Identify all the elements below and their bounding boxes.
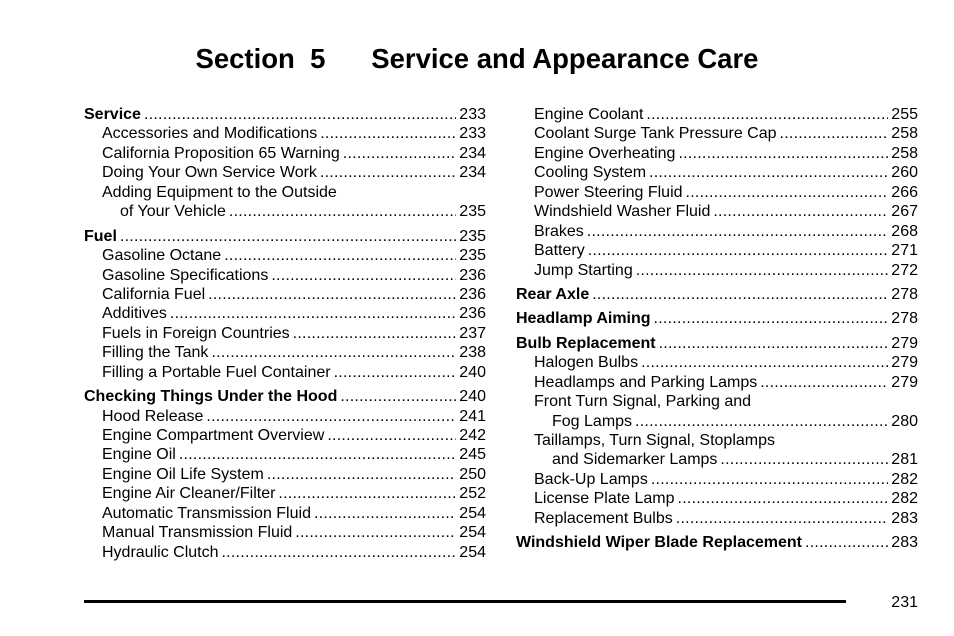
toc-entry[interactable]: [516, 105, 918, 124]
toc-entry-label: Replacement Bulbs: [534, 509, 673, 527]
toc-entry-label: Power Steering Fluid: [534, 183, 683, 201]
dot-leader: [144, 105, 456, 124]
toc-entry-page: 242: [459, 427, 486, 444]
toc-entry[interactable]: [84, 363, 486, 382]
toc-entry[interactable]: [84, 543, 486, 562]
dot-leader: [295, 523, 456, 542]
toc-entry[interactable]: [84, 407, 486, 426]
toc-entry-page: 281: [891, 451, 918, 469]
toc-entry-page: 236: [459, 305, 486, 323]
toc-entry-page: 237: [459, 324, 486, 342]
dot-leader: [334, 363, 457, 382]
toc-entry-label: License Plate Lamp: [534, 490, 675, 508]
toc-entry-page: 258: [891, 144, 918, 162]
toc-right-column: [516, 105, 918, 553]
toc-entry-label: Automatic Transmission Fluid: [102, 504, 311, 522]
toc-entry-label: Fuel: [84, 227, 117, 245]
toc-entry[interactable]: [516, 450, 918, 469]
toc-entry-page: 238: [459, 344, 486, 362]
toc-entry-label: Jump Starting: [534, 261, 633, 279]
footer-rule: [84, 600, 846, 603]
dot-leader: [587, 222, 889, 241]
toc-entry[interactable]: [84, 304, 486, 323]
toc-entry-page: 279: [891, 373, 918, 391]
toc-entry-page: 233: [459, 125, 486, 143]
page-title: Section 5 Service and Appearance Care: [195, 43, 759, 74]
toc-entry-page: 283: [891, 509, 918, 527]
toc-entry[interactable]: [84, 163, 486, 182]
toc-entry-label: Hood Release: [102, 407, 204, 425]
toc-entry-page: 233: [459, 106, 486, 123]
dot-leader: [208, 285, 456, 304]
toc-entry-page: 250: [459, 465, 486, 483]
toc-section-heading[interactable]: [84, 387, 486, 406]
toc-entry-label: Doing Your Own Service Work: [102, 164, 317, 182]
toc-entry-label: Filling the Tank: [102, 344, 209, 362]
toc-entry-page: 278: [891, 285, 918, 303]
toc-entry-page: 267: [891, 203, 918, 221]
toc-entry-label: California Proposition 65 Warning: [102, 144, 340, 162]
toc-entry[interactable]: [516, 373, 918, 392]
toc-entry-page: 272: [891, 261, 918, 279]
toc-entry[interactable]: [84, 266, 486, 285]
toc-entry[interactable]: [516, 124, 918, 143]
toc-entry-page: 234: [459, 144, 486, 162]
dot-leader: [780, 124, 889, 143]
dot-leader: [635, 412, 888, 431]
dot-leader: [592, 285, 888, 304]
toc-entry-page: 254: [459, 524, 486, 542]
toc-entry[interactable]: [516, 144, 918, 163]
toc-entry-label: Fuels in Foreign Countries: [102, 324, 290, 342]
toc-entry-label: Engine Coolant: [534, 106, 644, 123]
toc-entry-label: Halogen Bulbs: [534, 354, 639, 372]
toc-entry-label: Adding Equipment to the Outside: [102, 183, 337, 201]
toc-entry-page: 252: [459, 485, 486, 503]
toc-entry-label: Engine Oil: [102, 446, 176, 464]
toc-entry[interactable]: [84, 504, 486, 523]
toc-entry-label: Headlamp Aiming: [516, 310, 651, 328]
toc-entry[interactable]: [516, 509, 918, 528]
page-number: 231: [891, 594, 918, 611]
toc-entry-page: 278: [891, 310, 918, 328]
dot-leader: [646, 105, 888, 124]
toc-entry[interactable]: [516, 489, 918, 508]
toc-entry-label: Additives: [102, 305, 167, 323]
dot-leader: [120, 227, 456, 246]
toc-entry-label: Manual Transmission Fluid: [102, 524, 293, 542]
dot-leader: [654, 309, 889, 328]
toc-entry[interactable]: [84, 124, 486, 143]
dot-leader: [713, 202, 888, 221]
dot-leader: [678, 144, 888, 163]
toc-entry-page: 245: [459, 446, 486, 464]
toc-entry-label: Brakes: [534, 222, 584, 240]
toc-entry[interactable]: [84, 343, 486, 362]
dot-leader: [179, 445, 456, 464]
dot-leader: [278, 484, 456, 503]
dot-leader: [678, 489, 889, 508]
toc-entry-label: Bulb Replacement: [516, 334, 656, 352]
dot-leader: [676, 509, 889, 528]
dot-leader: [651, 470, 888, 489]
toc-entry-page: 282: [891, 490, 918, 508]
toc-entry-label: Back-Up Lamps: [534, 470, 648, 488]
toc-entry-label: Gasoline Octane: [102, 247, 222, 265]
toc-entry[interactable]: [516, 222, 918, 241]
toc-section-heading[interactable]: [516, 309, 918, 328]
toc-entry-page: 254: [459, 543, 486, 561]
toc-entry-label: Fog Lamps: [552, 412, 633, 430]
toc-entry-page: 271: [891, 242, 918, 260]
toc-entry[interactable]: [516, 431, 918, 450]
toc-entry-page: 279: [891, 334, 918, 352]
toc-entry-page: 240: [459, 388, 486, 406]
toc-entry[interactable]: [516, 202, 918, 221]
toc-entry-label: Coolant Surge Tank Pressure Cap: [534, 125, 777, 143]
toc-entry-label: Headlamps and Parking Lamps: [534, 373, 758, 391]
toc-section-heading[interactable]: [84, 105, 486, 124]
dot-leader: [267, 465, 456, 484]
toc-entry[interactable]: [84, 202, 486, 221]
toc-entry-page: 236: [459, 266, 486, 284]
toc-entry-page: 254: [459, 504, 486, 522]
toc-entry[interactable]: [84, 484, 486, 503]
dot-leader: [271, 266, 456, 285]
dot-leader: [314, 504, 456, 523]
toc-entry[interactable]: [84, 426, 486, 445]
dot-leader: [293, 324, 457, 343]
toc-section-heading[interactable]: [516, 334, 918, 353]
dot-leader: [588, 241, 889, 260]
toc-entry-page: 258: [891, 125, 918, 143]
toc-entry-label: Front Turn Signal, Parking and: [534, 393, 752, 411]
dot-leader: [720, 450, 888, 469]
toc-entry-page: 268: [891, 222, 918, 240]
dot-leader: [649, 163, 888, 182]
toc-entry-label: Service: [84, 106, 141, 123]
toc-entry[interactable]: [516, 163, 918, 182]
toc-entry-label: Engine Overheating: [534, 144, 676, 162]
toc-left-column: [84, 105, 486, 562]
toc-section-heading[interactable]: [516, 533, 918, 552]
toc-entry-page: 255: [891, 106, 918, 123]
toc-entry-label: Filling a Portable Fuel Container: [102, 363, 331, 381]
toc-entry-page: 283: [891, 534, 918, 552]
toc-entry[interactable]: [84, 183, 486, 202]
toc-entry-page: 260: [891, 164, 918, 182]
dot-leader: [224, 246, 456, 265]
dot-leader: [686, 183, 889, 202]
dot-leader: [211, 343, 456, 362]
toc-entry-page: 266: [891, 183, 918, 201]
toc-entry-page: 235: [459, 227, 486, 245]
toc-entry-page: 279: [891, 354, 918, 372]
dot-leader: [229, 202, 456, 221]
toc-entry-label: Taillamps, Turn Signal, Stoplamps: [534, 432, 775, 449]
toc-entry-label: Windshield Washer Fluid: [534, 203, 711, 221]
dot-leader: [206, 407, 456, 426]
dot-leader: [659, 334, 889, 353]
toc-entry-label: Windshield Wiper Blade Replacement: [516, 534, 802, 552]
toc-entry[interactable]: [516, 392, 918, 411]
toc-entry-label: Hydraulic Clutch: [102, 543, 219, 561]
dot-leader: [320, 163, 456, 182]
dot-leader: [221, 543, 456, 562]
toc-entry[interactable]: [84, 465, 486, 484]
toc-entry-label: Engine Compartment Overview: [102, 427, 325, 444]
toc-entry[interactable]: [516, 353, 918, 372]
toc-entry-label: of Your Vehicle: [120, 203, 226, 221]
toc-entry-page: 241: [459, 407, 486, 425]
toc-entry[interactable]: [516, 412, 918, 431]
toc-entry-label: Accessories and Modifications: [102, 125, 318, 143]
dot-leader: [760, 373, 888, 392]
toc-entry[interactable]: [84, 523, 486, 542]
toc-entry-page: 234: [459, 164, 486, 182]
toc-entry[interactable]: [84, 246, 486, 265]
toc-entry-page: 235: [459, 203, 486, 221]
toc-entry-label: Gasoline Specifications: [102, 266, 269, 284]
toc-entry[interactable]: [516, 183, 918, 202]
toc-entry[interactable]: [84, 144, 486, 163]
toc-entry-label: and Sidemarker Lamps: [552, 451, 718, 469]
toc-entry-label: California Fuel: [102, 285, 206, 303]
toc-entry[interactable]: [516, 261, 918, 280]
toc-entry-label: Battery: [534, 242, 585, 260]
toc-entry-label: Engine Oil Life System: [102, 465, 264, 483]
toc-section-heading[interactable]: [84, 227, 486, 246]
dot-leader: [641, 353, 888, 372]
dot-leader: [327, 426, 456, 445]
toc-entry-page: 235: [459, 247, 486, 265]
toc-entry[interactable]: [516, 241, 918, 260]
dot-leader: [805, 533, 888, 552]
dot-leader: [170, 304, 456, 323]
toc-entry-label: Engine Air Cleaner/Filter: [102, 485, 276, 503]
dot-leader: [340, 387, 456, 406]
toc-entry[interactable]: [84, 324, 486, 343]
toc-section-heading[interactable]: [516, 285, 918, 304]
toc-entry[interactable]: [84, 445, 486, 464]
dot-leader: [343, 144, 457, 163]
toc-entry-page: 240: [459, 363, 486, 381]
dot-leader: [636, 261, 889, 280]
toc-entry[interactable]: [84, 285, 486, 304]
toc-entry-label: Checking Things Under the Hood: [84, 388, 338, 406]
toc-entry-label: Rear Axle: [516, 285, 590, 303]
toc-entry-page: 282: [891, 470, 918, 488]
dot-leader: [320, 124, 456, 143]
toc-entry-label: Cooling System: [534, 164, 647, 182]
toc-entry-page: 236: [459, 285, 486, 303]
toc-entry-page: 280: [891, 412, 918, 430]
toc-entry[interactable]: [516, 470, 918, 489]
